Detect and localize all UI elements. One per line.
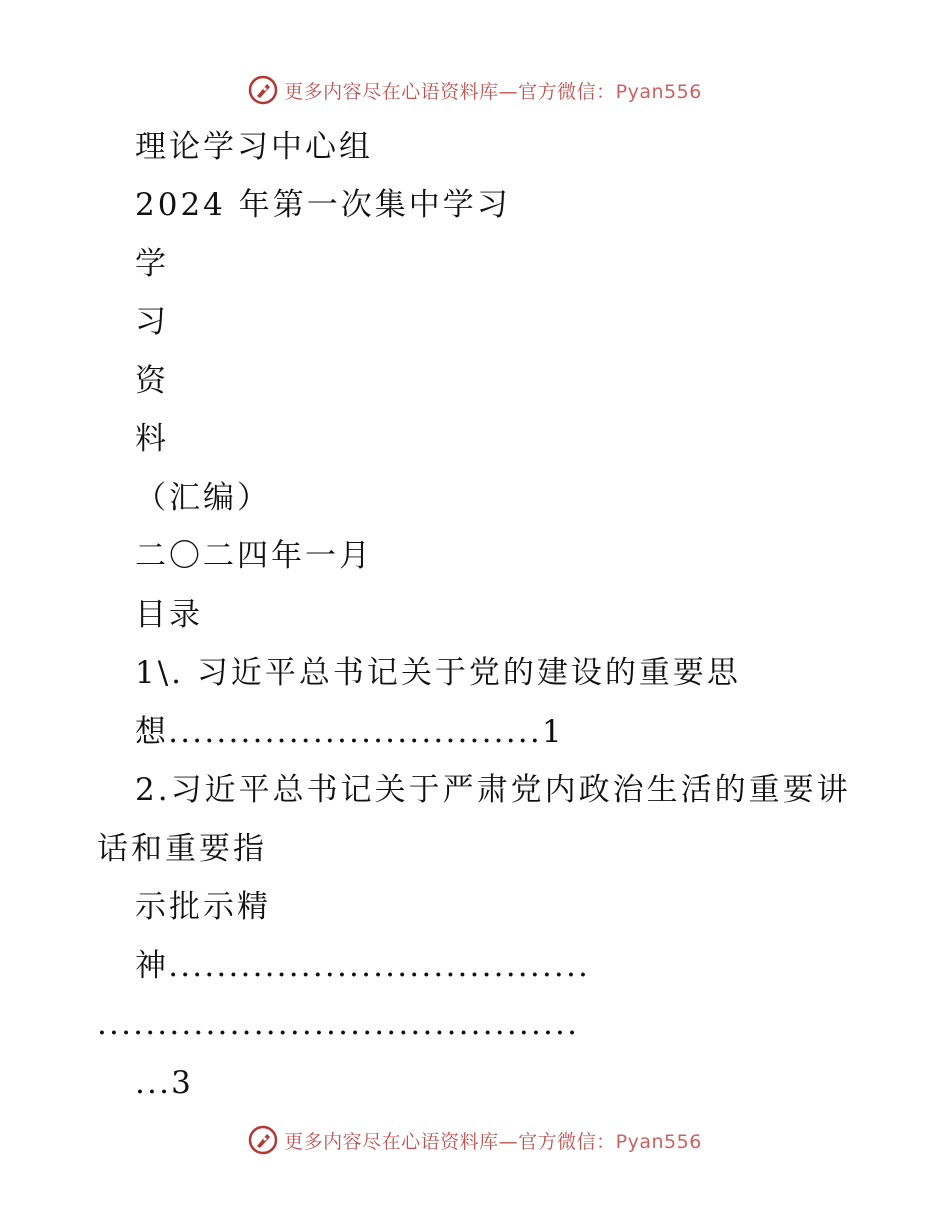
doc-line-title-group: 理论学习中心组 — [135, 129, 373, 165]
toc-item-2-title-cont: 话和重要指 — [97, 831, 267, 867]
watermark-text: 更多内容尽在心语资料库—官方微信： — [284, 80, 616, 103]
doc-line-char-1: 学 — [135, 246, 169, 282]
watermark-banner-top — [0, 72, 950, 108]
doc-line-char-4: 料 — [135, 421, 169, 457]
doc-line-date: 二〇二四年一月 — [135, 538, 373, 574]
toc-item-1-leader: 想...............................1 — [135, 714, 564, 750]
pen-nib-circle-icon — [248, 1125, 278, 1155]
watermark-wechat-id: Pyan556 — [615, 1130, 702, 1153]
pen-nib-circle-icon — [248, 75, 278, 105]
watermark-banner-bottom — [0, 1122, 950, 1158]
watermark-wechat-id: Pyan556 — [615, 80, 702, 103]
toc-item-2-leader: 神................................... — [135, 948, 591, 984]
doc-line-compilation: （汇编） — [135, 480, 271, 516]
doc-line-char-3: 资 — [135, 363, 169, 399]
toc-item-1-title: 1\. 习近平总书记关于党的建设的重要思 — [135, 655, 741, 691]
toc-item-2-title-cont-2: 示批示精 — [135, 889, 271, 925]
toc-item-2-title: 2.习近平总书记关于严肃党内政治生活的重要讲 — [135, 772, 851, 808]
watermark-text: 更多内容尽在心语资料库—官方微信： — [284, 1130, 616, 1153]
toc-item-2-leader-cont: ........................................ — [97, 1006, 580, 1042]
doc-line-title-session: 2024 年第一次集中学习 — [135, 187, 511, 223]
toc-item-2-page: ...3 — [135, 1065, 194, 1101]
doc-line-char-2: 习 — [135, 304, 169, 340]
toc-heading: 目录 — [135, 597, 203, 633]
